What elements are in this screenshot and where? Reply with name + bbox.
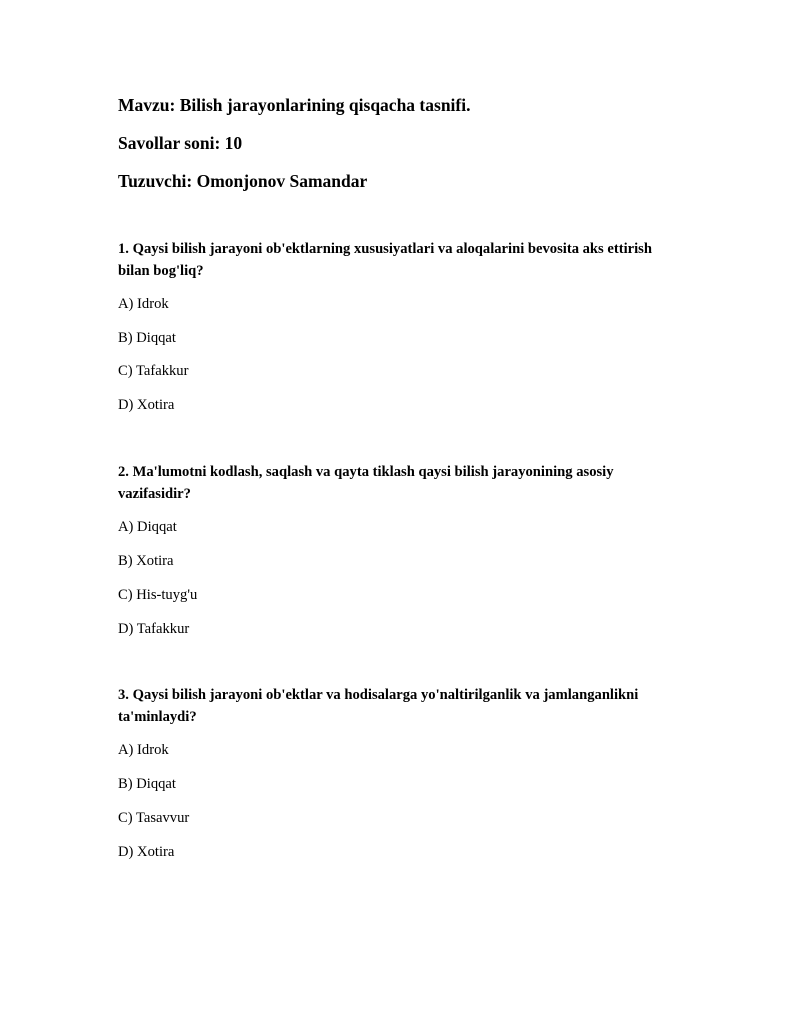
answer-option-a: A) Idrok — [118, 296, 169, 312]
answer-option-b: B) Diqqat — [118, 776, 176, 792]
answer-option-a: A) Diqqat — [118, 519, 177, 535]
question-text: 1. Qaysi bilish jarayoni ob'ektlarning xususiyatlari va aloqalarini bevosita aks ettirish bilan bog'liq? — [118, 241, 652, 279]
question-count-heading: Savollar soni: 10 — [118, 133, 243, 153]
answer-option-d: D) Tafakkur — [118, 621, 190, 637]
author-heading: Tuzuvchi: Omonjonov Samandar — [118, 171, 368, 191]
answer-option-b: B) Xotira — [118, 553, 174, 569]
topic-heading: Mavzu: Bilish jarayonlarining qisqacha tasnifi. — [118, 95, 471, 115]
answer-option-d: D) Xotira — [118, 397, 175, 413]
question-text: 3. Qaysi bilish jarayoni ob'ektlar va hodisalarga yo'naltirilganlik va jamlanganlikni ta'minlaydi? — [118, 687, 639, 725]
answer-option-c: C) Tafakkur — [118, 363, 189, 379]
answer-option-d: D) Xotira — [118, 844, 175, 860]
question-text: 2. Ma'lumotni kodlash, saqlash va qayta tiklash qaysi bilish jarayonining asosiy vazifasidir? — [118, 464, 614, 502]
answer-option-b: B) Diqqat — [118, 330, 176, 346]
answer-option-a: A) Idrok — [118, 742, 169, 758]
answer-option-c: C) His-tuyg'u — [118, 587, 198, 603]
answer-option-c: C) Tasavvur — [118, 810, 190, 826]
